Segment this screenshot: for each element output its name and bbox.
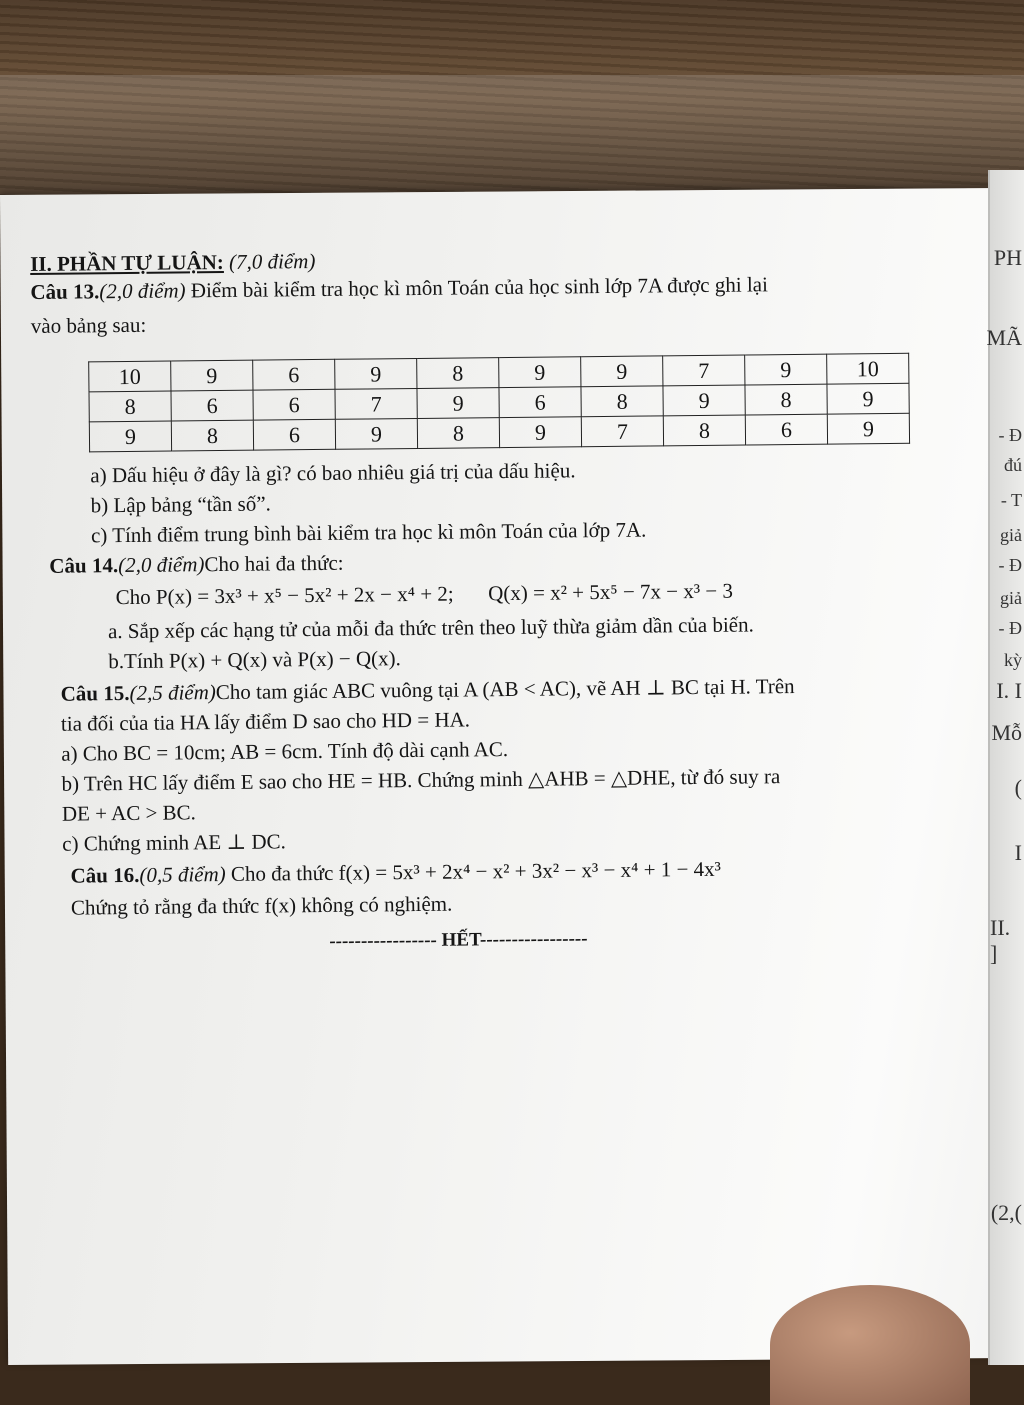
binder-label: Mỗ (991, 720, 1022, 745)
binder-label: - Đ (998, 425, 1022, 445)
q13-part-a: a) Dấu hiệu ở đây là gì? có bao nhiêu giá trị của dấu hiệu. (90, 458, 576, 488)
score-table-cell: 6 (171, 390, 253, 421)
score-table-cell: 9 (335, 358, 417, 389)
score-table-cell: 9 (417, 388, 499, 419)
q14-text: Cho hai đa thức: (204, 550, 344, 577)
q16-points: (0,5 điểm) (139, 861, 226, 887)
q15-label: Câu 15. (60, 680, 130, 706)
binder-label: - Đ (998, 618, 1022, 638)
score-table-cell: 8 (663, 415, 745, 446)
binder-label: II. ] (990, 915, 1011, 966)
binder-label: MÃ (986, 325, 1022, 350)
binder-label: giả (1000, 588, 1022, 608)
q16-text: Cho đa thức f(x) = 5x³ + 2x⁴ − x² + 3x² − x³ − x⁴ + 1 − 4x³ (230, 856, 722, 886)
poly-intro: Cho (115, 584, 157, 610)
q16-text-continued: Chứng tỏ rằng đa thức f(x) không có nghiệm. (70, 891, 453, 920)
score-table-cell: 7 (581, 416, 663, 447)
score-table-cell: 9 (663, 385, 745, 416)
score-table-cell: 8 (89, 391, 171, 422)
section-points: (7,0 điểm) (228, 249, 316, 274)
q13-text-continued: vào bảng sau: (30, 312, 147, 338)
score-table-cell: 6 (253, 389, 335, 420)
binder-label: kỳ (1004, 650, 1022, 670)
q15-part-b: b) Trên HC lấy điểm E sao cho HE = HB. Chứng minh △AHB = △DHE, từ đó suy ra (61, 764, 781, 796)
binder-label: - Đ (998, 555, 1022, 575)
score-table-cell: 8 (745, 384, 827, 415)
score-table-cell: 9 (745, 354, 827, 385)
score-table-cell: 8 (171, 420, 253, 451)
score-table-cell: 8 (417, 418, 499, 449)
q14-points: (2,0 điểm) (118, 552, 205, 578)
binder-label: giả (1000, 525, 1022, 545)
q14-part-b: b.Tính P(x) + Q(x) và P(x) − Q(x). (108, 646, 401, 674)
q13-part-b: b) Lập bảng “tần số”. (90, 491, 271, 518)
section-heading (30, 247, 316, 278)
score-table-cell: 9 (335, 418, 417, 449)
binder-label: I (1014, 840, 1022, 865)
q13-points: (2,0 điểm) (99, 278, 186, 304)
score-table-cell: 6 (499, 387, 581, 418)
q14-part-a: a. Sắp xếp các hạng tử của mỗi đa thức trên theo luỹ thừa giảm dần của biến. (107, 612, 754, 644)
score-table-cell: 9 (499, 417, 581, 448)
q15-part-c: c) Chứng minh AE ⊥ DC. (62, 829, 286, 856)
q15-part-a: a) Cho BC = 10cm; AB = 6cm. Tính độ dài cạnh AC. (61, 737, 509, 766)
score-table-cell: 6 (745, 414, 827, 445)
binder-label: ( (1014, 775, 1022, 800)
q14-heading (49, 549, 344, 580)
score-table-cell: 7 (335, 388, 417, 419)
score-table-cell: 9 (499, 357, 581, 388)
finger-in-frame (770, 1285, 970, 1405)
q15-text-continued: tia đối của tia HA lấy điểm D sao cho HD = HA. (60, 707, 471, 736)
q15-part-b-continued: DE + AC > BC. (61, 800, 196, 826)
score-table-cell: 6 (253, 419, 335, 450)
q13-label: Câu 13. (30, 279, 100, 304)
end-marker: ----------------- HẾT----------------- (329, 928, 588, 952)
score-table-cell: 8 (581, 386, 663, 417)
q13-text: Điểm bài kiểm tra học kì môn Toán của học sinh lớp 7A được ghi lại (190, 272, 768, 303)
score-table-cell: 9 (827, 383, 909, 414)
section-title: II. PHẦN TỰ LUẬN: (30, 249, 224, 276)
adjacent-page-edge (988, 170, 1024, 1365)
q13-part-c: c) Tính điểm trung bình bài kiểm tra học kì môn Toán của lớp 7A. (90, 517, 647, 548)
q15-text: Cho tam giác ABC vuông tại A (AB < AC), vẽ AH ⊥ BC tại H. Trên (215, 674, 795, 705)
polynomial-q: Q(x) = x² + 5x⁵ − 7x − x³ − 3 (488, 578, 734, 606)
q15-points: (2,5 điểm) (129, 680, 216, 705)
binder-label: PH (993, 245, 1022, 270)
score-table-cell: 9 (171, 360, 253, 391)
q14-label: Câu 14. (49, 553, 119, 578)
score-table-cell: 9 (827, 413, 909, 444)
score-table-cell: 9 (581, 356, 663, 387)
score-table-cell: 6 (253, 359, 335, 390)
score-table-cell: 10 (89, 361, 171, 392)
score-table (88, 353, 910, 453)
score-table-cell: 9 (89, 421, 171, 452)
polynomial-p: P(x) = 3x³ + x⁵ − 5x² + 2x − x⁴ + 2; (155, 581, 454, 609)
q16-label: Câu 16. (70, 862, 140, 888)
binder-label: I. I (996, 678, 1022, 703)
score-table-cell: 7 (663, 355, 745, 386)
binder-label: đú (1004, 455, 1022, 475)
binder-label: (2,( (990, 1200, 1022, 1225)
binder-label: - T (1000, 490, 1022, 510)
score-table-cell: 8 (417, 358, 499, 389)
score-table-cell: 10 (827, 353, 909, 384)
